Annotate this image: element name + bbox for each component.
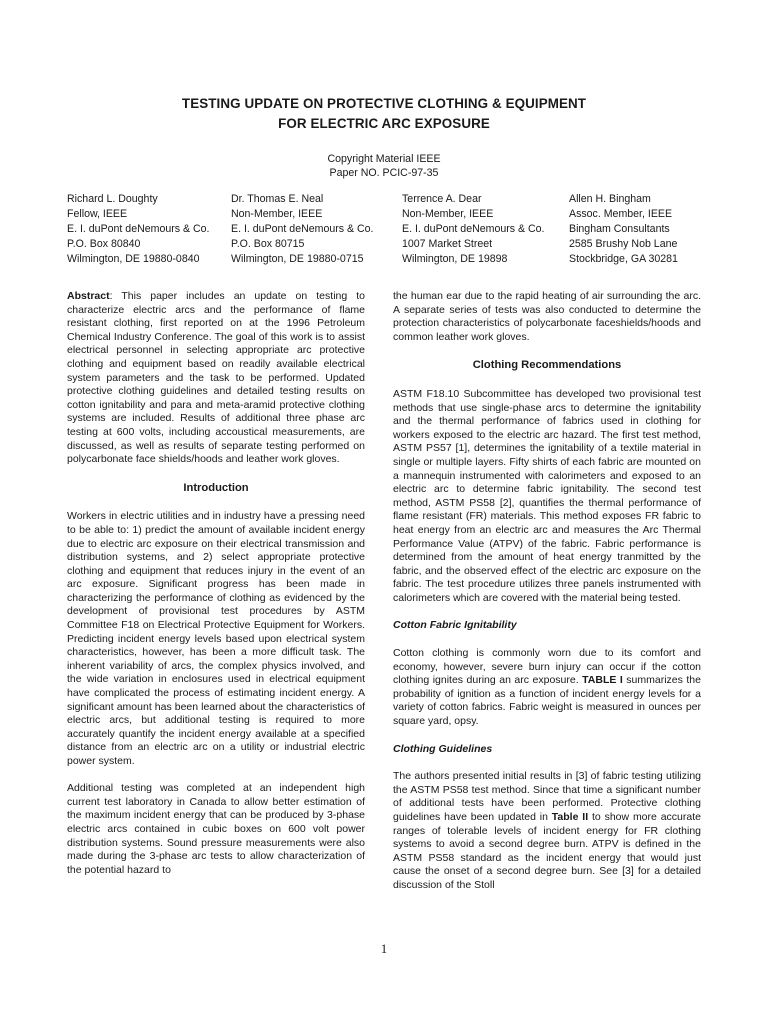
author-name: Terrence A. Dear xyxy=(402,193,482,205)
abstract-text: : This paper includes an update on testing to characterize electric arcs and the performance of flame resistant clothing, first reported on at the 1996 Petroleum Chemical Industry Conference. The goal of this work is to assist electrical personnel in selecting appropriate arc protective clothing and equipment based on readily available electrical system parameters and the task to be performed. Updated protective clothing guidelines and detailed testing results on cotton ignitability and para and meta-aramid protective clothing systems are included. Results of additional three phase arc testing at 600 volts, including accoustical measurements, are discussed, as well as results of separate testing performed on polycarbonate face shields/hoods and leather work gloves. xyxy=(67,290,365,466)
author-block-3 xyxy=(402,192,545,267)
left-column xyxy=(67,290,365,877)
paper-title-line-2: FOR ELECTRIC ARC EXPOSURE xyxy=(278,116,490,131)
author-block-2 xyxy=(231,192,374,267)
author-city: Stockbridge, GA 30281 xyxy=(569,253,678,265)
introduction-paragraph-1: Workers in electric utilities and in industry have a pressing need to be able to: 1) predict the amount of available incident energy due to electric arc exposure on their electrical transmission and distribution systems, and 2) select appropriate protective clothing and equipment that reduces injury in the event of an arc exposure. Significant progress has been made in characterizing the performance of clothing as evidenced by the development of provisional test procedures by ASTM Committee F18 on Electrical Protective Equipment for Workers. Predicting incident energy levels based upon electrical system characteristics, however, has been a more difficult task. The inherent variability of arcs, the complex physics involved, and the wide variation in enclosures used in electrical equipment have complicated the process of estimating incident energy. A significant amount has been learned about the characteristics of electric arcs, but additional testing is required to more accurately quantify the incident energy available at a specified distance from an electric arc on a utility or industrial electric power system. xyxy=(67,510,365,767)
author-membership: Non-Member, IEEE xyxy=(402,208,494,220)
author-membership: Assoc. Member, IEEE xyxy=(569,208,673,220)
author-membership: Non-Member, IEEE xyxy=(231,208,323,220)
author-name: Dr. Thomas E. Neal xyxy=(231,193,324,205)
clothing-guidelines-text-end: to show more accurate ranges of tolerable levels of incident energy for FR clothing systems to avoid a second degree burn. ATPV is defined in the ASTM PS58 standard as the incident energy that would just cause the onset of a second degree burn. See [3] for a detailed discussion of the Stoll xyxy=(393,811,701,891)
author-address: 1007 Market Street xyxy=(402,238,493,250)
page-number: 1 xyxy=(380,941,388,956)
table-2-reference: Table II xyxy=(551,811,589,823)
right-column xyxy=(393,290,701,893)
cotton-fabric-paragraph xyxy=(393,647,701,729)
introduction-paragraph-2-continued: the human ear due to the rapid heating of air surrounding the arc. A separate series of tests was also conducted to determine the protection characteristics of polycarbonate faceshields/hoods and common leather work gloves. xyxy=(393,290,701,343)
author-name: Richard L. Doughty xyxy=(67,193,158,205)
author-block-1 xyxy=(67,192,210,267)
author-address: P.O. Box 80840 xyxy=(67,238,141,250)
author-city: Wilmington, DE 19880-0840 xyxy=(67,253,200,265)
clothing-guidelines-heading: Clothing Guidelines xyxy=(393,742,493,755)
paper-number: Paper NO. PCIC-97-35 xyxy=(329,167,439,179)
paper-title-line-1: TESTING UPDATE ON PROTECTIVE CLOTHING & EQUIPMENT xyxy=(181,96,587,111)
author-block-4 xyxy=(569,192,678,267)
introduction-paragraph-2: Additional testing was completed at an independent high current test laboratory in Canada to allow better estimation of the maximum incident energy that can be produced by 3-phase electric arcs contained in cubic boxes on 600 volt power distribution systems. Sound pressure measurements were also made during the 3-phase arc tests to allow characterization of the potential hazard to xyxy=(67,782,365,876)
author-address: 2585 Brushy Nob Lane xyxy=(569,238,678,250)
author-organization: E. I. duPont deNemours & Co. xyxy=(402,223,545,235)
introduction-heading: Introduction xyxy=(183,481,249,494)
author-organization: Bingham Consultants xyxy=(569,223,670,235)
clothing-recommendations-heading: Clothing Recommendations xyxy=(472,359,622,372)
abstract-paragraph xyxy=(67,290,365,467)
author-address: P.O. Box 80715 xyxy=(231,238,305,250)
copyright-notice: Copyright Material IEEE xyxy=(327,153,441,165)
cotton-fabric-text-start: Cotton clothing is commonly worn due to its comfort and economy, however, severe burn injury can occur if the cotton clothing ignites during an arc exposure. xyxy=(393,647,701,687)
author-membership: Fellow, IEEE xyxy=(67,208,128,220)
clothing-guidelines-paragraph xyxy=(393,770,701,892)
author-name: Allen H. Bingham xyxy=(569,193,651,205)
author-city: Wilmington, DE 19880-0715 xyxy=(231,253,364,265)
author-organization: E. I. duPont deNemours & Co. xyxy=(231,223,374,235)
author-organization: E. I. duPont deNemours & Co. xyxy=(67,223,210,235)
author-city: Wilmington, DE 19898 xyxy=(402,253,508,265)
cotton-fabric-ignitability-heading: Cotton Fabric Ignitability xyxy=(393,619,517,632)
clothing-recommendations-paragraph: ASTM F18.10 Subcommittee has developed two provisional test methods that use single-phase arcs to determine the ignitability and the thermal performance of fabrics used in clothing for workers exposed to the electric arc hazard. The first test method, ASTM PS57 [1], determines the ignitability of a textile material in single or multiple layers. Fifty shirts of each fabric are mounted on a mannequin instrumented with calorimeters and exposed to an electric arc to determine fabric ignitability. The second test method, ASTM PS58 [2], quantifies the thermal performance of flame resistant (FR) materials. This method exposes FR fabric to heat energy from an electric arc and measures the Arc Thermal Performance Value (ATPV) of the fabric. Fabric performance is determined from the amount of heat energy tranmitted by the fabric, and the observed effect of the electric arc exposure on the fabric. The test procedure utilizes three panels instrumented with calorimeters which are covered with the material being tested. xyxy=(393,387,701,604)
abstract-label: Abstract xyxy=(67,290,110,302)
cotton-fabric-text-end: summarizes the probability of ignition as a function of incident energy levels for a variety of cotton fabrics. Fabric weight is measured in ounces per square yard, opsy. xyxy=(393,674,701,728)
table-1-reference: TABLE I xyxy=(582,674,623,687)
clothing-guidelines-text-start: The authors presented initial results in [3] of fabric testing utilizing the ASTM PS58 test method. Since that time a significant number of additional tests have been performed. Protective clothing guidelines have been updated in xyxy=(393,770,701,823)
